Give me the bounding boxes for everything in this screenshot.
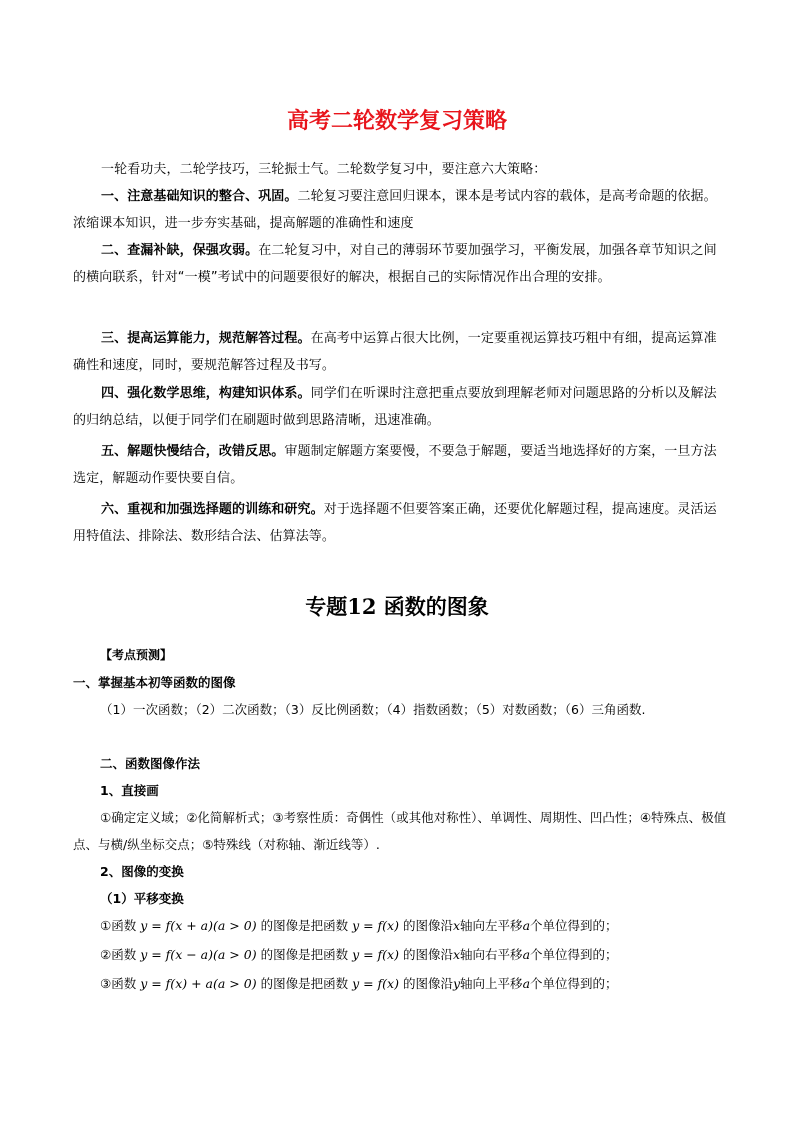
- strategy-paragraph-1: [73, 183, 723, 237]
- strategy-paragraph-3: [73, 325, 723, 379]
- subsection-1-text: ①确定定义域；②化简解析式；③考察性质：奇偶性（或其他对称性）、单调性、周期性、凹凸性；④特殊点、极值点、与横/纵坐标交点；⑤特殊线（对称轴、渐近线等）.: [73, 810, 727, 852]
- formula-shifted: y = f(x) + a(a > 0): [140, 976, 257, 991]
- shift-amount: a: [522, 947, 531, 962]
- rule-direction: 轴向左平移: [460, 918, 523, 933]
- strategy-paragraph-2: [73, 237, 723, 291]
- rule-end: 个单位得到的；: [530, 947, 618, 962]
- strategy-body: 对于选择题不但要答案正确，还要优化解题过程，提高速度。灵活运用特值法、排除法、数形结合法、估算法等。: [73, 502, 717, 544]
- rule-prefix: ①函数: [100, 918, 137, 933]
- page-title: 高考二轮数学复习策略: [286, 109, 507, 134]
- subsection-1-title: 1、直接画: [100, 783, 159, 798]
- translation-title: （1）平移变换: [100, 891, 184, 906]
- rule-text: 的图像沿: [402, 976, 453, 991]
- topic-title: 专题12 函数的图象: [305, 594, 489, 619]
- subsection-2-title: 2、图像的变换: [100, 864, 184, 879]
- rule-prefix: ②函数: [100, 947, 137, 962]
- section-1-title: 一、掌握基本初等函数的图像: [73, 675, 236, 690]
- forecast-label: 【考点预测】: [100, 648, 173, 662]
- axis-symbol: x: [452, 918, 461, 933]
- strategy-body: 同学们在听课时注意把重点要放到理解老师对问题思路的分析以及解法的归纳总结，以便于同学们在刷题时做到思路清晰，迅速准确。: [73, 386, 717, 428]
- strategy-heading: 三、提高运算能力，规范解答过程。: [101, 331, 311, 346]
- shift-rule-3: [100, 970, 760, 997]
- shift-rule-1: [100, 912, 760, 939]
- axis-symbol: x: [452, 947, 461, 962]
- rule-text: 的图像是把函数: [260, 918, 349, 933]
- strategy-paragraph-6: [73, 496, 723, 550]
- formula-base: y = f(x): [352, 947, 399, 962]
- rule-text: 的图像是把函数: [260, 947, 349, 962]
- shift-rule-2: [100, 941, 760, 968]
- strategy-heading: 五、解题快慢结合，改错反思。: [101, 444, 285, 459]
- rule-end: 个单位得到的；: [530, 976, 618, 991]
- axis-symbol: y: [452, 976, 461, 991]
- intro-paragraph: 一轮看功夫，二轮学技巧，三轮振士气。二轮数学复习中，要注意六大策略：: [101, 162, 547, 177]
- section-2-title: 二、函数图像作法: [100, 756, 201, 771]
- formula-base: y = f(x): [352, 918, 399, 933]
- rule-prefix: ③函数: [100, 976, 137, 991]
- strategy-paragraph-5: [73, 438, 723, 492]
- strategy-heading: 六、重视和加强选择题的训练和研究。: [101, 502, 324, 517]
- formula-shifted: y = f(x − a)(a > 0): [140, 947, 257, 962]
- strategy-body: 二轮复习要注意回归课本，课本是考试内容的载体，是高考命题的依据。浓缩课本知识，进一步夯实基础，提高解题的准确性和速度: [73, 189, 717, 231]
- strategy-paragraph-4: [73, 380, 723, 434]
- rule-direction: 轴向上平移: [460, 976, 523, 991]
- shift-amount: a: [522, 976, 531, 991]
- strategy-body: 在二轮复习中，对自己的薄弱环节要加强学习，平衡发展，加强各章节知识之间的横向联系，针对“一模”考试中的问题要很好的解决，根据自己的实际情况作出合理的安排。: [73, 243, 717, 285]
- rule-direction: 轴向右平移: [460, 947, 523, 962]
- strategy-body: 审题制定解题方案要慢，不要急于解题，要适当地选择好的方案，一旦方法选定，解题动作要快要自信。: [73, 444, 717, 486]
- rule-end: 个单位得到的；: [530, 918, 618, 933]
- formula-base: y = f(x): [352, 976, 399, 991]
- strategy-heading: 二、查漏补缺，保强攻弱。: [101, 243, 259, 258]
- formula-shifted: y = f(x + a)(a > 0): [140, 918, 257, 933]
- strategy-heading: 一、注意基础知识的整合、巩固。: [101, 189, 298, 204]
- strategy-heading: 四、强化数学思维，构建知识体系。: [101, 386, 311, 401]
- shift-amount: a: [522, 918, 531, 933]
- rule-text: 的图像是把函数: [260, 976, 349, 991]
- section-1-text: （1）一次函数；（2）二次函数；（3）反比例函数；（4）指数函数；（5）对数函数；（6）三角函数.: [100, 702, 646, 717]
- rule-text: 的图像沿: [402, 947, 453, 962]
- strategy-body: 在高考中运算占很大比例，一定要重视运算技巧粗中有细，提高运算准确性和速度，同时，要规范解答过程及书写。: [73, 331, 717, 373]
- rule-text: 的图像沿: [402, 918, 453, 933]
